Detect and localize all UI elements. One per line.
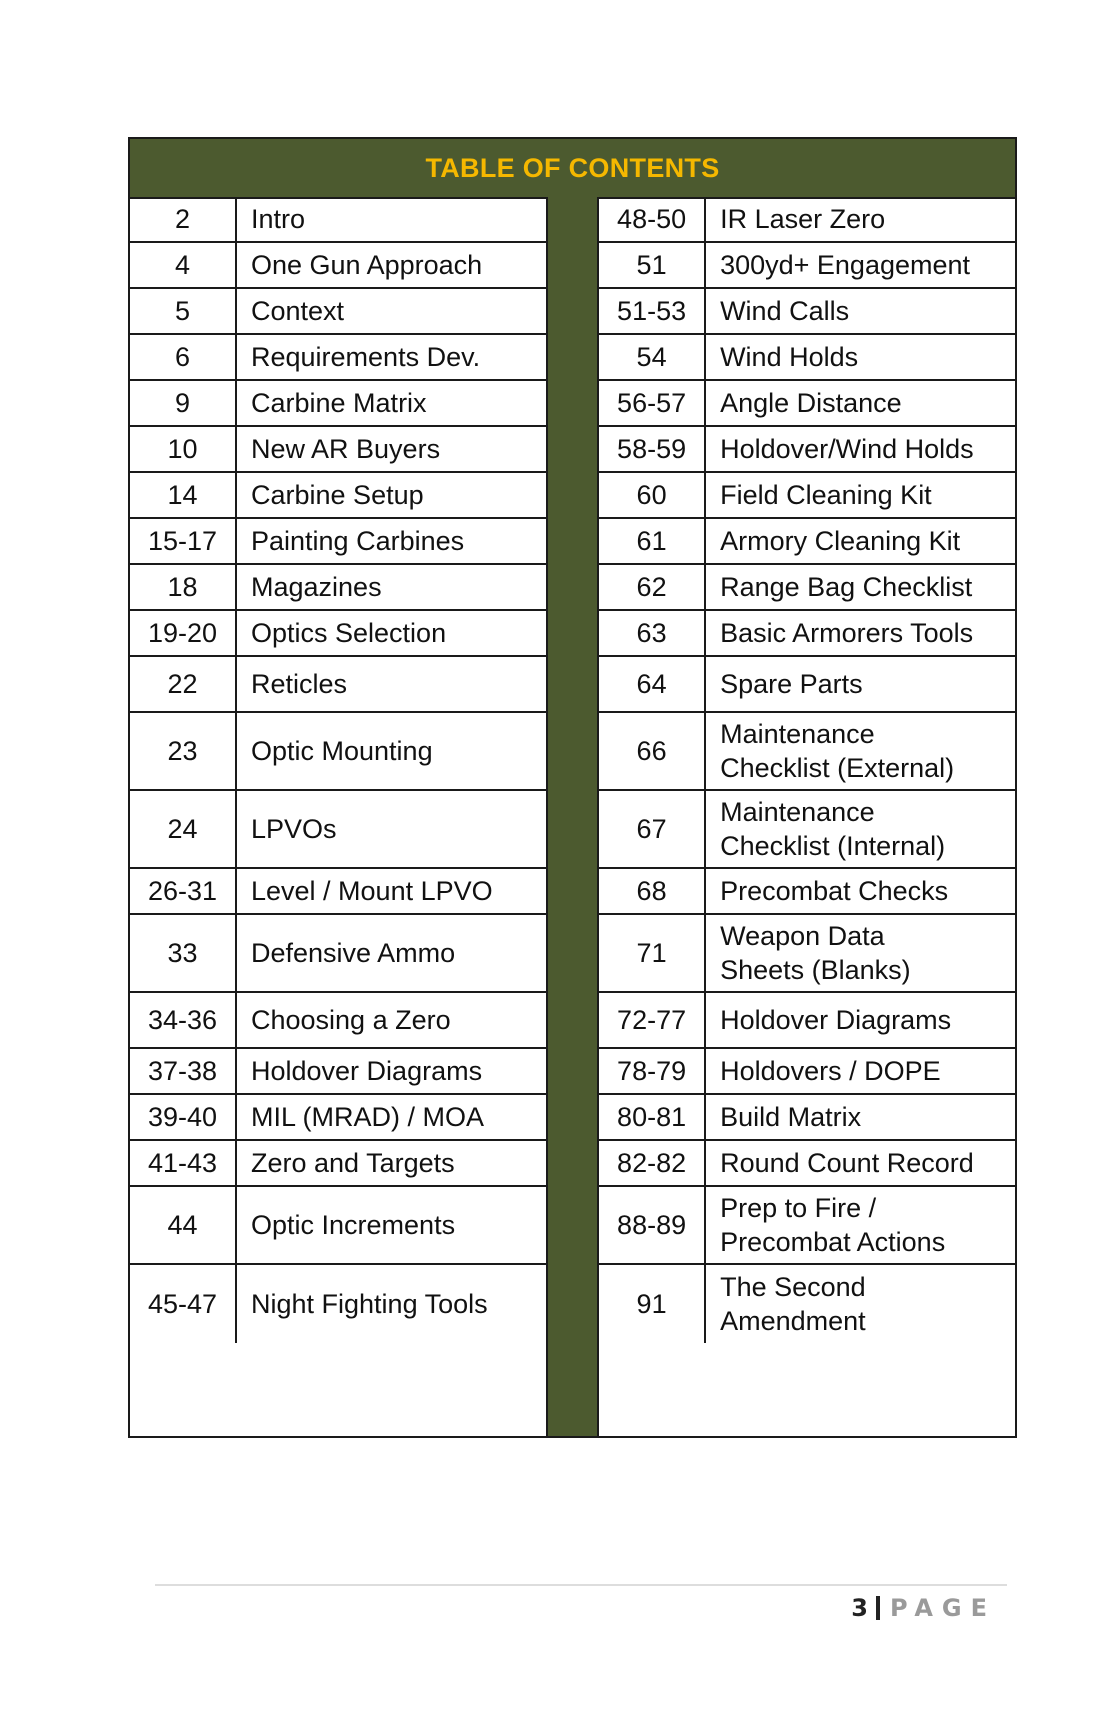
toc-page-number: 78-79 xyxy=(599,1049,706,1093)
toc-left-column xyxy=(130,197,546,1436)
toc-page-number: 71 xyxy=(599,915,706,991)
toc-entry-title: Holdover Diagrams xyxy=(720,1005,952,1035)
toc-body xyxy=(130,197,1015,1436)
toc-page-number: 15-17 xyxy=(130,519,237,563)
toc-entry-title: Night Fighting Tools xyxy=(251,1289,488,1319)
toc-entry-title: Intro xyxy=(251,204,306,234)
toc-entry-title: Prep to Fire / Precombat Actions xyxy=(720,1193,946,1257)
toc-page-number: 48-50 xyxy=(599,197,706,241)
page-number: 3 xyxy=(851,1594,874,1622)
toc-page-number: 58-59 xyxy=(599,427,706,471)
toc-entry-title: Defensive Ammo xyxy=(251,938,456,968)
toc-page-number: 14 xyxy=(130,473,237,517)
toc-entry-title: Requirements Dev. xyxy=(251,342,481,372)
toc-page-number: 56-57 xyxy=(599,381,706,425)
toc-entry-title: Reticles xyxy=(251,669,348,699)
toc-page-number: 82-82 xyxy=(599,1141,706,1185)
table-of-contents xyxy=(128,137,1017,1438)
toc-page-number: 80-81 xyxy=(599,1095,706,1139)
toc-entry-title: Carbine Setup xyxy=(251,480,424,510)
toc-row xyxy=(599,473,1015,519)
toc-entry-title: Basic Armorers Tools xyxy=(720,618,974,648)
toc-row xyxy=(130,243,546,289)
toc-page-number: 2 xyxy=(130,197,237,241)
toc-entry-title: Range Bag Checklist xyxy=(720,572,973,602)
toc-entry-title: Carbine Matrix xyxy=(251,388,427,418)
toc-right-column xyxy=(599,197,1015,1436)
toc-row xyxy=(130,657,546,713)
toc-page-number: 91 xyxy=(599,1265,706,1343)
toc-row xyxy=(130,1265,546,1343)
toc-page-number: 9 xyxy=(130,381,237,425)
footer-divider xyxy=(155,1584,1007,1586)
toc-row xyxy=(599,993,1015,1049)
toc-row xyxy=(130,381,546,427)
toc-page-number: 51-53 xyxy=(599,289,706,333)
toc-entry-title: Maintenance Checklist (External) xyxy=(720,719,955,783)
toc-row xyxy=(130,565,546,611)
toc-entry-title: Holdover Diagrams xyxy=(251,1056,483,1086)
toc-row xyxy=(599,197,1015,243)
toc-page-number: 44 xyxy=(130,1187,237,1263)
toc-entry-title: Angle Distance xyxy=(720,388,902,418)
toc-row xyxy=(599,565,1015,611)
toc-entry-title: Level / Mount LPVO xyxy=(251,876,493,906)
toc-page-number: 41-43 xyxy=(130,1141,237,1185)
toc-entry-title: Build Matrix xyxy=(720,1102,862,1132)
toc-entry-title: Optics Selection xyxy=(251,618,447,648)
footer-separator xyxy=(876,1596,880,1620)
toc-row xyxy=(599,519,1015,565)
toc-entry-title: Optic Mounting xyxy=(251,736,433,766)
toc-page-number: 10 xyxy=(130,427,237,471)
toc-row xyxy=(130,611,546,657)
toc-page-number: 19-20 xyxy=(130,611,237,655)
toc-page-number: 24 xyxy=(130,791,237,867)
toc-entry-title: Field Cleaning Kit xyxy=(720,480,932,510)
toc-row xyxy=(599,381,1015,427)
toc-entry-title: Spare Parts xyxy=(720,669,863,699)
toc-entry-title: Painting Carbines xyxy=(251,526,465,556)
toc-row xyxy=(130,427,546,473)
toc-row xyxy=(130,1049,546,1095)
toc-page-number: 88-89 xyxy=(599,1187,706,1263)
toc-center-divider xyxy=(546,197,599,1436)
toc-page-number: 5 xyxy=(130,289,237,333)
toc-page-number: 51 xyxy=(599,243,706,287)
toc-row xyxy=(130,1187,546,1265)
toc-entry-title: Wind Calls xyxy=(720,296,850,326)
toc-entry-title: IR Laser Zero xyxy=(720,204,886,234)
toc-page-number: 6 xyxy=(130,335,237,379)
toc-page-number: 67 xyxy=(599,791,706,867)
toc-entry-title: Holdovers / DOPE xyxy=(720,1056,941,1086)
toc-row xyxy=(599,1141,1015,1187)
toc-page-number: 45-47 xyxy=(130,1265,237,1343)
toc-row xyxy=(130,713,546,791)
toc-header xyxy=(130,139,1015,199)
toc-page-number: 60 xyxy=(599,473,706,517)
toc-row xyxy=(130,289,546,335)
toc-row xyxy=(599,1049,1015,1095)
toc-entry-title: The Second Amendment xyxy=(720,1272,866,1336)
toc-entry-title: Wind Holds xyxy=(720,342,859,372)
toc-row xyxy=(130,473,546,519)
toc-entry-title: Magazines xyxy=(251,572,382,602)
toc-row xyxy=(130,1141,546,1187)
toc-page-number: 37-38 xyxy=(130,1049,237,1093)
toc-page-number: 39-40 xyxy=(130,1095,237,1139)
toc-page-number: 62 xyxy=(599,565,706,609)
toc-page-number: 63 xyxy=(599,611,706,655)
toc-row xyxy=(599,1187,1015,1265)
toc-entry-title: Maintenance Checklist (Internal) xyxy=(720,797,946,861)
toc-page-number: 33 xyxy=(130,915,237,991)
toc-row xyxy=(130,869,546,915)
toc-row xyxy=(599,1095,1015,1141)
toc-row xyxy=(130,791,546,869)
toc-entry-title: Weapon Data Sheets (Blanks) xyxy=(720,921,911,985)
toc-page-number: 61 xyxy=(599,519,706,563)
toc-page-number: 72-77 xyxy=(599,993,706,1047)
toc-page-number: 4 xyxy=(130,243,237,287)
toc-row xyxy=(599,1265,1015,1343)
toc-entry-title: Zero and Targets xyxy=(251,1148,455,1178)
toc-row xyxy=(599,289,1015,335)
toc-entry-title: Round Count Record xyxy=(720,1148,974,1178)
toc-row xyxy=(130,915,546,993)
toc-row xyxy=(599,915,1015,993)
toc-page-number: 26-31 xyxy=(130,869,237,913)
toc-row xyxy=(130,335,546,381)
toc-row xyxy=(599,869,1015,915)
toc-row xyxy=(599,243,1015,289)
toc-row xyxy=(599,611,1015,657)
toc-page-number: 64 xyxy=(599,657,706,711)
toc-page-number: 66 xyxy=(599,713,706,789)
toc-entry-title: Precombat Checks xyxy=(720,876,949,906)
toc-row xyxy=(599,427,1015,473)
toc-page-number: 22 xyxy=(130,657,237,711)
toc-page-number: 18 xyxy=(130,565,237,609)
toc-row xyxy=(599,713,1015,791)
toc-entry-title: LPVOs xyxy=(251,814,337,844)
toc-row xyxy=(130,993,546,1049)
toc-entry-title: Armory Cleaning Kit xyxy=(720,526,961,556)
toc-entry-title: Holdover/Wind Holds xyxy=(720,434,974,464)
toc-entry-title: Optic Increments xyxy=(251,1210,456,1240)
toc-row xyxy=(130,197,546,243)
toc-entry-title: Context xyxy=(251,296,345,326)
toc-entry-title: 300yd+ Engagement xyxy=(720,250,971,280)
toc-page-number: 34-36 xyxy=(130,993,237,1047)
toc-entry-title: MIL (MRAD) / MOA xyxy=(251,1102,484,1132)
toc-entry-title: New AR Buyers xyxy=(251,434,441,464)
toc-row xyxy=(130,1095,546,1141)
toc-entry-title: One Gun Approach xyxy=(251,250,483,280)
page-label: PAGE xyxy=(889,1594,996,1622)
toc-entry-title: Choosing a Zero xyxy=(251,1005,451,1035)
toc-title: TABLE OF CONTENTS xyxy=(425,152,720,183)
toc-page-number: 23 xyxy=(130,713,237,789)
toc-row xyxy=(599,791,1015,869)
toc-row xyxy=(599,335,1015,381)
page-footer xyxy=(851,1594,996,1622)
toc-row xyxy=(599,657,1015,713)
toc-page-number: 68 xyxy=(599,869,706,913)
toc-row xyxy=(130,519,546,565)
toc-page-number: 54 xyxy=(599,335,706,379)
